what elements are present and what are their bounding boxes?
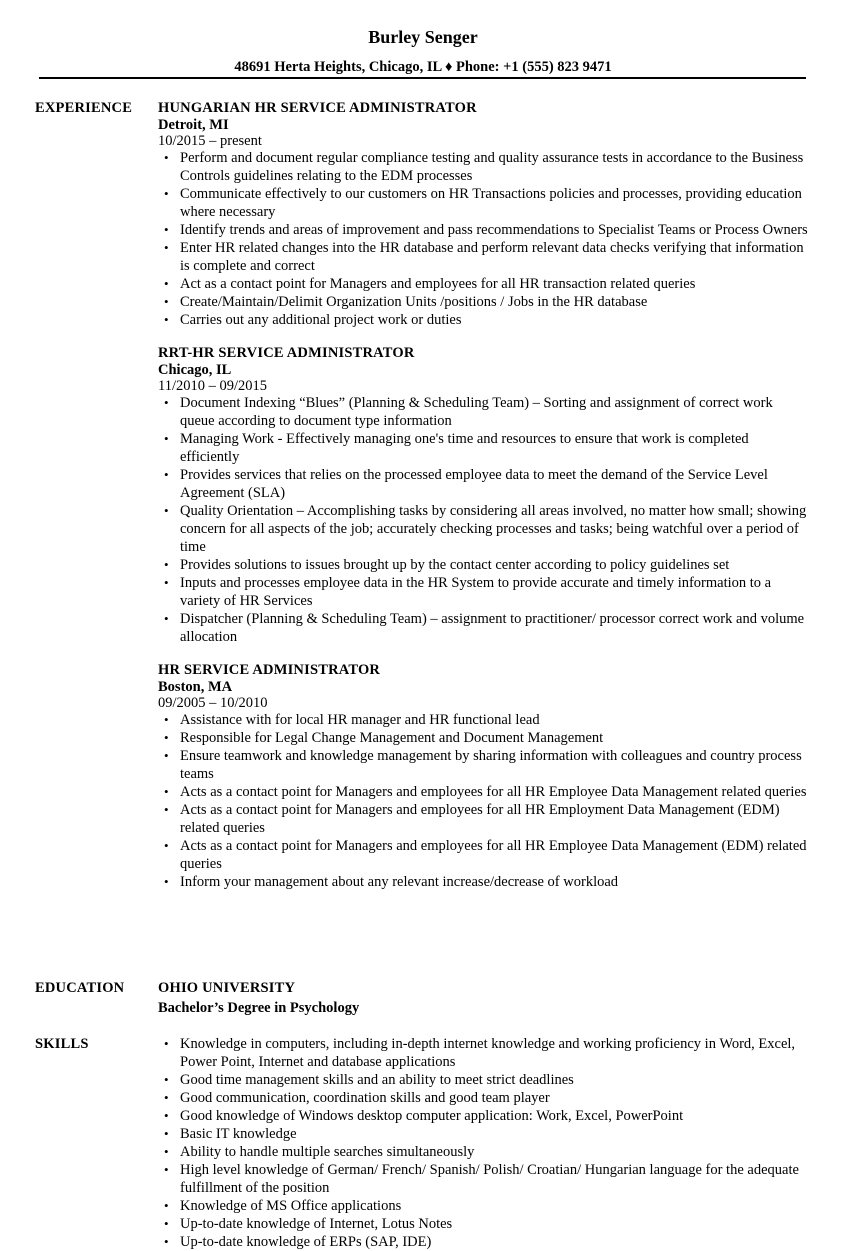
- job-location: Boston, MA: [158, 679, 233, 695]
- skill-item: • Good knowledge of Windows desktop computer application: Work, Excel, PowerPoint: [158, 1107, 808, 1125]
- bullet-item: • Create/Maintain/Delimit Organization Units /positions / Jobs in the HR database: [158, 293, 808, 311]
- job-title: RRT-HR SERVICE ADMINISTRATOR: [158, 345, 415, 361]
- job-dates: 11/2010 – 09/2015: [158, 378, 268, 394]
- bullet-item: • Dispatcher (Planning & Scheduling Team) – assignment to practitioner/ processor correct work and volume allocation: [158, 610, 808, 646]
- bullet-item: • Act as a contact point for Managers and employees for all HR transaction related queries: [158, 275, 808, 293]
- header-divider: [39, 77, 806, 79]
- bullet-item: • Carries out any additional project work or duties: [158, 311, 808, 329]
- skills-content: [158, 1035, 808, 1251]
- skill-item: • Up-to-date knowledge of Internet, Lotus Notes: [158, 1215, 808, 1233]
- experience-content: [158, 99, 808, 906]
- bullet-item: • Acts as a contact point for Managers and employees for all HR Employee Data Management (EDM) related queries: [158, 837, 808, 873]
- bullet-item: • Ensure teamwork and knowledge management by sharing information with colleagues and country process teams: [158, 747, 808, 783]
- bullet-item: • Acts as a contact point for Managers and employees for all HR Employment Data Management (EDM) related queries: [158, 801, 808, 837]
- job-bullets: [158, 711, 808, 891]
- bullet-item: • Acts as a contact point for Managers and employees for all HR Employee Data Management related queries: [158, 783, 808, 801]
- education-content: [158, 979, 808, 1019]
- bullet-item: • Provides solutions to issues brought up by the contact center according to policy guidelines set: [158, 556, 808, 574]
- contact-line: 48691 Herta Heights, Chicago, IL ♦ Phone: +1 (555) 823 9471: [234, 59, 612, 75]
- education-heading: EDUCATION: [35, 980, 125, 996]
- skills-heading: SKILLS: [35, 1036, 89, 1052]
- bullet-item: • Identify trends and areas of improvement and pass recommendations to Specialist Teams or Process Owners: [158, 221, 808, 239]
- job-location: Detroit, MI: [158, 117, 229, 133]
- job-dates: 10/2015 – present: [158, 133, 262, 149]
- bullet-item: • Perform and document regular compliance testing and quality assurance tests in accordance to the Business Controls guidelines relating to the EDM processes: [158, 149, 808, 185]
- job-dates: 09/2005 – 10/2010: [158, 695, 268, 711]
- skill-item: • Good time management skills and an ability to meet strict deadlines: [158, 1071, 808, 1089]
- skill-item: • Ability to handle multiple searches simultaneously: [158, 1143, 808, 1161]
- bullet-item: • Provides services that relies on the processed employee data to meet the demand of the Service Level Agreement (SLA): [158, 466, 808, 502]
- job-location: Chicago, IL: [158, 362, 232, 378]
- skill-item: • Good communication, coordination skills and good team player: [158, 1089, 808, 1107]
- skill-item: • Knowledge of MS Office applications: [158, 1197, 808, 1215]
- job-bullets: [158, 149, 808, 329]
- skill-item: • Knowledge in computers, including in-depth internet knowledge and working proficiency in Word, Excel, Power Point, Internet and database applications: [158, 1035, 808, 1071]
- education-degree: Bachelor’s Degree in Psychology: [158, 1000, 360, 1016]
- bullet-item: • Document Indexing “Blues” (Planning & Scheduling Team) – Sorting and assignment of correct work queue according to document type information: [158, 394, 808, 430]
- job-title: HUNGARIAN HR SERVICE ADMINISTRATOR: [158, 100, 477, 116]
- job-title: HR SERVICE ADMINISTRATOR: [158, 662, 381, 678]
- candidate-name: Burley Senger: [368, 27, 478, 47]
- skills-list: [158, 1035, 808, 1251]
- bullet-item: • Inputs and processes employee data in the HR System to provide accurate and timely information to a variety of HR Services: [158, 574, 808, 610]
- job-entry: [158, 344, 808, 646]
- bullet-item: • Inform your management about any relevant increase/decrease of workload: [158, 873, 808, 891]
- skill-item: • High level knowledge of German/ French/ Spanish/ Polish/ Croatian/ Hungarian language for the adequate fulfillment of the position: [158, 1161, 808, 1197]
- skill-item: • Up-to-date knowledge of ERPs (SAP, IDE): [158, 1233, 808, 1251]
- bullet-item: • Enter HR related changes into the HR database and perform relevant data checks verifying that information is complete and correct: [158, 239, 808, 275]
- skill-item: • Basic IT knowledge: [158, 1125, 808, 1143]
- job-entry: [158, 661, 808, 891]
- bullet-item: • Responsible for Legal Change Management and Document Management: [158, 729, 808, 747]
- job-entry: [158, 99, 808, 329]
- job-bullets: [158, 394, 808, 646]
- bullet-item: • Managing Work - Effectively managing one's time and resources to ensure that work is completed efficiently: [158, 430, 808, 466]
- bullet-item: • Quality Orientation – Accomplishing tasks by considering all areas involved, no matter how small; showing concern for all aspects of the job; accurately checking processes and tasks; being watchful over a period of time: [158, 502, 808, 556]
- education-school: OHIO UNIVERSITY: [158, 980, 296, 996]
- experience-heading: EXPERIENCE: [35, 100, 133, 116]
- bullet-item: • Communicate effectively to our customers on HR Transactions policies and processes, providing education where necessary: [158, 185, 808, 221]
- bullet-item: • Assistance with for local HR manager and HR functional lead: [158, 711, 808, 729]
